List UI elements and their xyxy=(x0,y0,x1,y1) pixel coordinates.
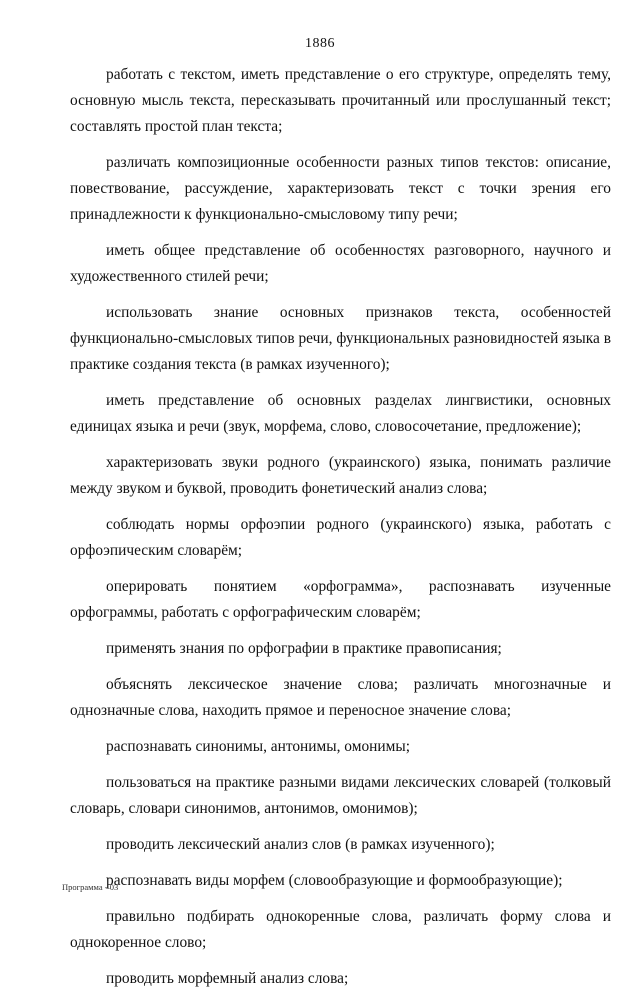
paragraph-morphemes: распознавать виды морфем (словообразующие и формообразующие); xyxy=(106,872,563,889)
document-body xyxy=(70,62,611,1002)
page-number: 1886 xyxy=(305,36,335,51)
paragraph-orthogram: оперировать понятием «орфограмма», распознавать изученные орфограммы, работать с орфографическим словарём; xyxy=(70,578,611,621)
paragraph-text-types: различать композиционные особенности разных типов текстов: описание, повествование, рассуждение, характеризовать текст с точки зрения его принадлежности к функционально-смысловому типу речи; xyxy=(70,154,611,223)
paragraph-morpheme-analysis: проводить морфемный анализ слова; xyxy=(106,970,349,987)
paragraph-dictionaries: пользоваться на практике разными видами лексических словарей (толковый словарь, словари синонимов, антонимов, омонимов); xyxy=(70,774,611,817)
paragraph-text-features: использовать знание основных признаков текста, особенностей функционально-смысловых типов речи, функциональных разновидностей языка в практике создания текста (в рамках изученного); xyxy=(70,304,611,373)
paragraph-sounds: характеризовать звуки родного (украинского) языка, понимать различие между звуком и буквой, проводить фонетический анализ слова; xyxy=(70,454,611,497)
footer-label: Программа - 03 xyxy=(62,882,119,892)
paragraph-orthography-practice: применять знания по орфографии в практике правописания; xyxy=(106,640,502,657)
paragraph-cognate-words: правильно подбирать однокоренные слова, различать форму слова и однокоренное слово; xyxy=(70,908,611,951)
paragraph-speech-styles: иметь общее представление об особенностях разговорного, научного и художественного стилей речи; xyxy=(70,242,611,285)
paragraph-linguistics-sections: иметь представление об основных разделах лингвистики, основных единицах языка и речи (звук, морфема, слово, словосочетание, предложение); xyxy=(70,392,611,435)
paragraph-lexical-meaning: объяснять лексическое значение слова; различать многозначные и однозначные слова, находить прямое и переносное значение слова; xyxy=(70,676,611,719)
paragraph-orthoepy: соблюдать нормы орфоэпии родного (украинского) языка, работать с орфоэпическим словарём; xyxy=(70,516,611,559)
paragraph-work-with-text: работать с текстом, иметь представление о его структуре, определять тему, основную мысль текста, пересказывать прочитанный или прослушанный текст; составлять простой план текста; xyxy=(70,66,611,135)
paragraph-synonyms: распознавать синонимы, антонимы, омонимы; xyxy=(106,738,410,755)
paragraph-lexical-analysis: проводить лексический анализ слов (в рамках изученного); xyxy=(106,836,495,853)
